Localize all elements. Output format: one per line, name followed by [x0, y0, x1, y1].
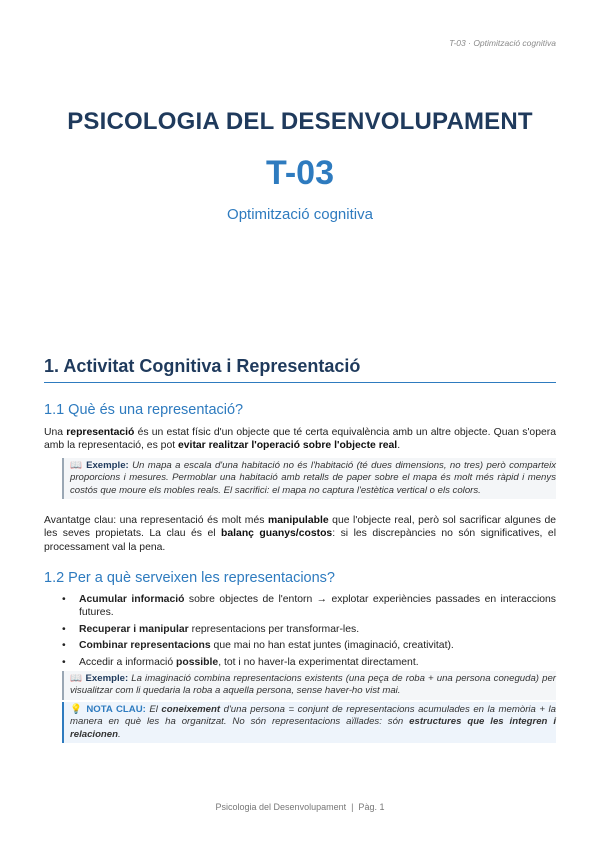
bullet-dot: •: [62, 623, 66, 635]
note-label: 💡 NOTA CLAU:: [70, 704, 146, 715]
example-label: 📖 Exemple:: [70, 673, 129, 684]
bold-term: representació: [66, 427, 135, 438]
example-box: 📖 Exemple: Un mapa a escala d'una habitació no és l'habitació (té dues dimensions, no tres) però comparteix proporcions i mesures. Permoblar una habitació amb retalls de paper sobre el mapa és molt més ràpid i menys costós que moure els mobles reals. El sacrifici: el mapa no captura l'estètica vertical o els colors.: [62, 458, 556, 499]
bullet-dot: •: [62, 594, 66, 605]
bold-term: balanç guanys/costos: [221, 528, 333, 540]
bold-term: manipulable: [267, 515, 329, 526]
page-footer: Psicologia del Desenvolupament | Pàg. 1: [215, 802, 385, 812]
example-label: 📖 Exemple:: [70, 460, 129, 471]
list-item: • Combinar representacions que mai no han estat juntes (imaginació, creativitat).: [62, 640, 454, 652]
example-box-imagination: 📖 Exemple: La imaginació combina representacions existents (una peça de roba + una persona coneguda) per visualitzar com li quedaria la roba a aquella persona, sense haver-ho vist mai.: [62, 671, 556, 700]
topic-subtitle: Optimització cognitiva: [227, 206, 373, 223]
list-item: • Accedir a informació possible, tot i no haver-la experimentat directament.: [62, 656, 419, 668]
running-header: T-03 · Optimització cognitiva: [449, 38, 556, 48]
bold-term: estructures que les integren i relacionen: [70, 716, 556, 740]
list-item: • Acumular informació sobre objectes de l'entorn → explotar experiències passades en interaccions futures.: [62, 594, 556, 619]
bold-term: evitar realitzar l'operació sobre l'objecte real: [178, 440, 398, 452]
document-title: PSICOLOGIA DEL DESENVOLUPAMENT: [67, 108, 533, 135]
topic-code: T-03: [265, 154, 335, 192]
subsection-heading-1-1: 1.1 Què és una representació?: [44, 402, 244, 418]
book-icon: 📖: [70, 673, 83, 684]
book-icon: 📖: [70, 460, 83, 471]
subsection-heading-1-2: 1.2 Per a què serveixen les representacions?: [44, 570, 335, 586]
paragraph-definition: Una representació és un estat físic d'un objecte que té certa equivalència amb un altre objecte. Quan s'opera amb la representació, es pot evitar realitzar l'operació sobre l'objecte real.: [44, 427, 557, 452]
bold-term: coneixement: [161, 704, 221, 715]
paragraph-advantage: Avantatge clau: una representació és molt més manipulable que l'objecte real, però sol sacrificar algunes de les seves propietats. La clau és el balanç guanys/costos: si les discrepàncies no són significatives, el processament val la pena.: [44, 515, 557, 553]
key-note-box: 💡 NOTA CLAU: El coneixement d'una persona = conjunt de representacions acumulades en la memòria + la manera en què les ha organitzat. No són representacions aïllades: són estructures que les integren i relacionen.: [62, 702, 556, 743]
list-item: • Recuperar i manipular representacions per transformar-les.: [62, 623, 360, 635]
uses-list: [62, 593, 556, 672]
section-heading: 1. Activitat Cognitiva i Representació: [44, 356, 556, 383]
bullet-dot: •: [62, 656, 66, 668]
lightbulb-icon: 💡: [70, 704, 83, 715]
bullet-dot: •: [62, 640, 66, 652]
